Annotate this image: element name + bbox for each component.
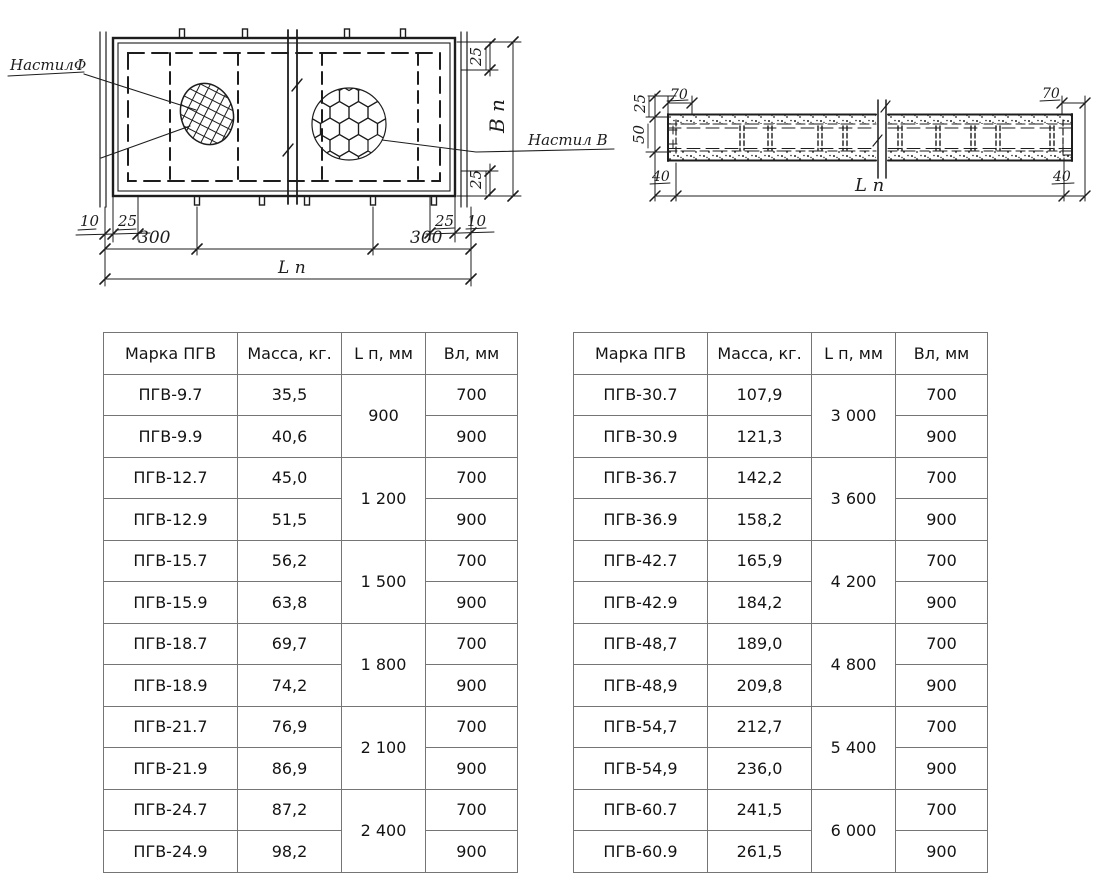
col-header-mass: Масса, кг. — [708, 333, 812, 375]
web-lines — [668, 128, 1072, 149]
cell-width: 900 — [896, 499, 988, 541]
table-row — [574, 623, 988, 665]
cell-mark: ПГВ-36.9 — [574, 499, 708, 541]
dim-10-left-label: 10 — [80, 212, 100, 230]
cell-mark: ПГВ-24.9 — [104, 831, 238, 873]
dim-10-right-label: 10 — [467, 212, 487, 230]
pgv-table-left — [103, 332, 518, 873]
cell-length: 6 000 — [812, 789, 896, 872]
cell-width: 700 — [426, 457, 518, 499]
cell-width: 700 — [426, 706, 518, 748]
table-row — [104, 665, 518, 707]
leader-lines — [8, 72, 614, 158]
cell-mark: ПГВ-9.9 — [104, 416, 238, 458]
cell-mark: ПГВ-18.9 — [104, 665, 238, 707]
cell-mark: ПГВ-30.7 — [574, 374, 708, 416]
table-row — [104, 416, 518, 458]
cell-width: 700 — [896, 706, 988, 748]
cell-mark: ПГВ-21.7 — [104, 706, 238, 748]
cell-mass: 69,7 — [238, 623, 342, 665]
cell-mass: 189,0 — [708, 623, 812, 665]
table-row — [104, 748, 518, 790]
table-row — [574, 374, 988, 416]
cell-length: 4 200 — [812, 540, 896, 623]
cell-width: 700 — [896, 623, 988, 665]
cell-mass: 121,3 — [708, 416, 812, 458]
cell-length: 1 800 — [342, 623, 426, 706]
deck-f-label: НастилФ — [10, 56, 87, 74]
table-row — [104, 457, 518, 499]
cell-mass: 56,2 — [238, 540, 342, 582]
table-row — [104, 789, 518, 831]
col-header-width: Вл, мм — [426, 333, 518, 375]
col-header-mark: Марка ПГВ — [574, 333, 708, 375]
col-header-length: L п, мм — [342, 333, 426, 375]
cell-width: 700 — [426, 623, 518, 665]
cell-width: 900 — [896, 831, 988, 873]
cell-width: 700 — [426, 374, 518, 416]
cell-width: 900 — [896, 416, 988, 458]
table-row — [574, 499, 988, 541]
cell-mark: ПГВ-48,9 — [574, 665, 708, 707]
cell-mark: ПГВ-36.7 — [574, 457, 708, 499]
cell-mark: ПГВ-60.9 — [574, 831, 708, 873]
table-row — [104, 706, 518, 748]
bottom-chord — [668, 151, 1072, 161]
section-ribs — [740, 126, 1054, 150]
table-row — [574, 789, 988, 831]
table-header-row — [574, 333, 988, 375]
cell-mass: 209,8 — [708, 665, 812, 707]
cell-width: 700 — [896, 789, 988, 831]
dim-40-left-label: 40 — [652, 169, 670, 185]
dim-300-left-label: 300 — [138, 228, 171, 248]
cell-mass: 236,0 — [708, 748, 812, 790]
dim-25-label: 25 — [631, 93, 649, 113]
cell-length: 1 200 — [342, 457, 426, 540]
cell-mass: 74,2 — [238, 665, 342, 707]
cell-mark: ПГВ-12.9 — [104, 499, 238, 541]
cell-width: 900 — [896, 748, 988, 790]
table-row — [574, 748, 988, 790]
col-header-length: L п, мм — [812, 333, 896, 375]
table-row — [574, 457, 988, 499]
cell-mass: 158,2 — [708, 499, 812, 541]
table-row — [574, 706, 988, 748]
cell-mark: ПГВ-60.7 — [574, 789, 708, 831]
break-lines — [283, 30, 302, 204]
cell-mass: 51,5 — [238, 499, 342, 541]
cell-length: 2 100 — [342, 706, 426, 789]
deck-v-label: Настил В — [528, 131, 608, 149]
cell-width: 700 — [896, 457, 988, 499]
cell-mass: 107,9 — [708, 374, 812, 416]
cell-length: 1 500 — [342, 540, 426, 623]
cell-mass: 86,9 — [238, 748, 342, 790]
cell-width: 700 — [896, 374, 988, 416]
cell-length: 2 400 — [342, 789, 426, 872]
col-header-mass: Масса, кг. — [238, 333, 342, 375]
cell-mass: 212,7 — [708, 706, 812, 748]
cell-mark: ПГВ-54,7 — [574, 706, 708, 748]
cell-mass: 35,5 — [238, 374, 342, 416]
dim-40-right-label: 40 — [1053, 169, 1071, 185]
cell-mark: ПГВ-30.9 — [574, 416, 708, 458]
cell-mass: 87,2 — [238, 789, 342, 831]
cell-mark: ПГВ-15.9 — [104, 582, 238, 624]
cell-width: 900 — [426, 499, 518, 541]
col-header-width: Вл, мм — [896, 333, 988, 375]
cell-mass: 76,9 — [238, 706, 342, 748]
table-header-row — [104, 333, 518, 375]
dim-length-label: L п — [855, 175, 885, 196]
cell-mark: ПГВ-21.9 — [104, 748, 238, 790]
cell-mass: 241,5 — [708, 789, 812, 831]
pgv-table-right — [573, 332, 988, 873]
cell-mass: 63,8 — [238, 582, 342, 624]
dim-25-left-label: 25 — [118, 212, 138, 230]
cell-width: 900 — [426, 665, 518, 707]
dim-width-label: В п — [485, 99, 509, 133]
cell-mark: ПГВ-48,7 — [574, 623, 708, 665]
dim-25-top-label: 25 — [467, 46, 485, 66]
dim-300-right-label: 300 — [410, 228, 443, 248]
dim-70-right-label: 70 — [1042, 86, 1060, 102]
cell-width: 700 — [426, 540, 518, 582]
dim-70-left-label: 70 — [670, 87, 688, 103]
plan-view-drawing — [0, 0, 616, 300]
cell-mark: ПГВ-24.7 — [104, 789, 238, 831]
cell-mass: 98,2 — [238, 831, 342, 873]
cell-width: 700 — [426, 789, 518, 831]
panel-frame — [113, 38, 455, 196]
deck-v-hatch — [292, 69, 397, 174]
cell-mark: ПГВ-15.7 — [104, 540, 238, 582]
cell-mass: 142,2 — [708, 457, 812, 499]
dim-25-right-label: 25 — [435, 212, 455, 230]
cell-mark: ПГВ-42.9 — [574, 582, 708, 624]
table-row — [574, 416, 988, 458]
table-row — [104, 582, 518, 624]
cell-mark: ПГВ-12.7 — [104, 457, 238, 499]
table-row — [574, 831, 988, 873]
cell-mass: 45,0 — [238, 457, 342, 499]
col-header-mark: Марка ПГВ — [104, 333, 238, 375]
table-row — [104, 540, 518, 582]
cell-width: 900 — [426, 416, 518, 458]
top-chord — [668, 114, 1072, 124]
cell-length: 5 400 — [812, 706, 896, 789]
cell-width: 900 — [896, 582, 988, 624]
cell-length: 3 000 — [812, 374, 896, 457]
cell-length: 900 — [342, 374, 426, 457]
dim-25-bottom-label: 25 — [467, 169, 485, 189]
deck-f-hatch — [173, 76, 242, 151]
table-row — [104, 374, 518, 416]
cell-width: 900 — [426, 748, 518, 790]
cell-mass: 184,2 — [708, 582, 812, 624]
cell-mark: ПГВ-18.7 — [104, 623, 238, 665]
cell-length: 4 800 — [812, 623, 896, 706]
table-row — [104, 831, 518, 873]
table-row — [574, 665, 988, 707]
section-view-drawing — [600, 50, 1107, 230]
cell-mark: ПГВ-42.7 — [574, 540, 708, 582]
cell-mass: 165,9 — [708, 540, 812, 582]
cell-mark: ПГВ-54,9 — [574, 748, 708, 790]
dim-length-label: L п — [278, 258, 306, 278]
cell-width: 700 — [896, 540, 988, 582]
dim-50-label: 50 — [630, 124, 648, 144]
section-break-lines — [873, 100, 890, 178]
table-row — [574, 582, 988, 624]
cell-mark: ПГВ-9.7 — [104, 374, 238, 416]
cell-width: 900 — [426, 831, 518, 873]
table-row — [104, 499, 518, 541]
cell-length: 3 600 — [812, 457, 896, 540]
cell-mass: 261,5 — [708, 831, 812, 873]
table-row — [574, 540, 988, 582]
cell-mass: 40,6 — [238, 416, 342, 458]
table-row — [104, 623, 518, 665]
cell-width: 900 — [896, 665, 988, 707]
cell-width: 900 — [426, 582, 518, 624]
